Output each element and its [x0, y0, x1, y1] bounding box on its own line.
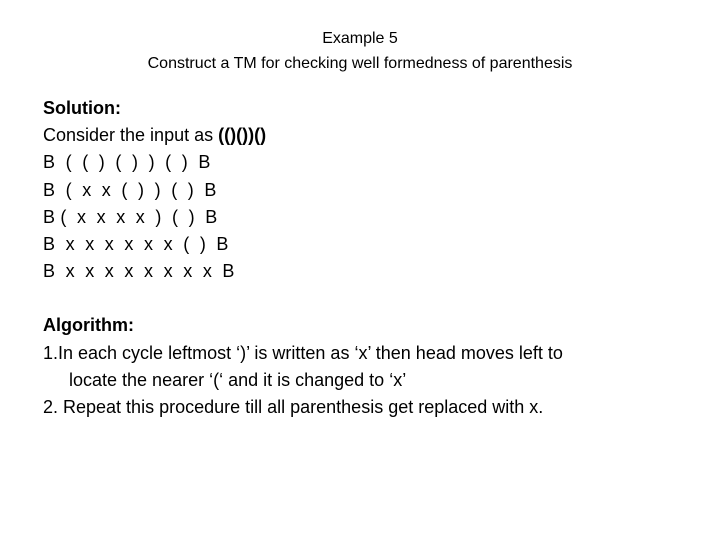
- tape-row: B ( ( ) ( ) ) ( ) B: [43, 152, 211, 173]
- slide-subtitle: Construct a TM for checking well formedness of parenthesis: [147, 55, 573, 72]
- section-spacer: [43, 285, 683, 312]
- input-string: (()())(): [218, 125, 267, 146]
- solution-heading: Solution:: [43, 98, 121, 118]
- algorithm-step-1: [43, 340, 683, 394]
- algorithm-heading: Algorithm:: [43, 315, 134, 336]
- algorithm-step-2: 2. Repeat this procedure till all parenthesis get replaced with x.: [43, 397, 544, 418]
- algorithm-step-1-line-1: 1.In each cycle leftmost ‘)’ is written as ‘x’ then head moves left to: [43, 342, 563, 363]
- slide-body: [43, 95, 683, 421]
- tape-row: B ( x x ( ) ) ( ) B: [43, 179, 217, 200]
- slide-title: Example 5: [322, 30, 398, 47]
- tape-row: B ( x x x x ) ( ) B: [43, 206, 218, 227]
- tape-row: B x x x x x x ( ) B: [43, 234, 229, 255]
- tape-row: B x x x x x x x x B: [43, 261, 235, 282]
- solution-intro: [43, 122, 683, 149]
- algorithm-step-1-line-2: locate the nearer ‘(‘ and it is changed to ‘x’: [69, 369, 407, 390]
- solution-intro-text: Consider the input as: [43, 125, 219, 146]
